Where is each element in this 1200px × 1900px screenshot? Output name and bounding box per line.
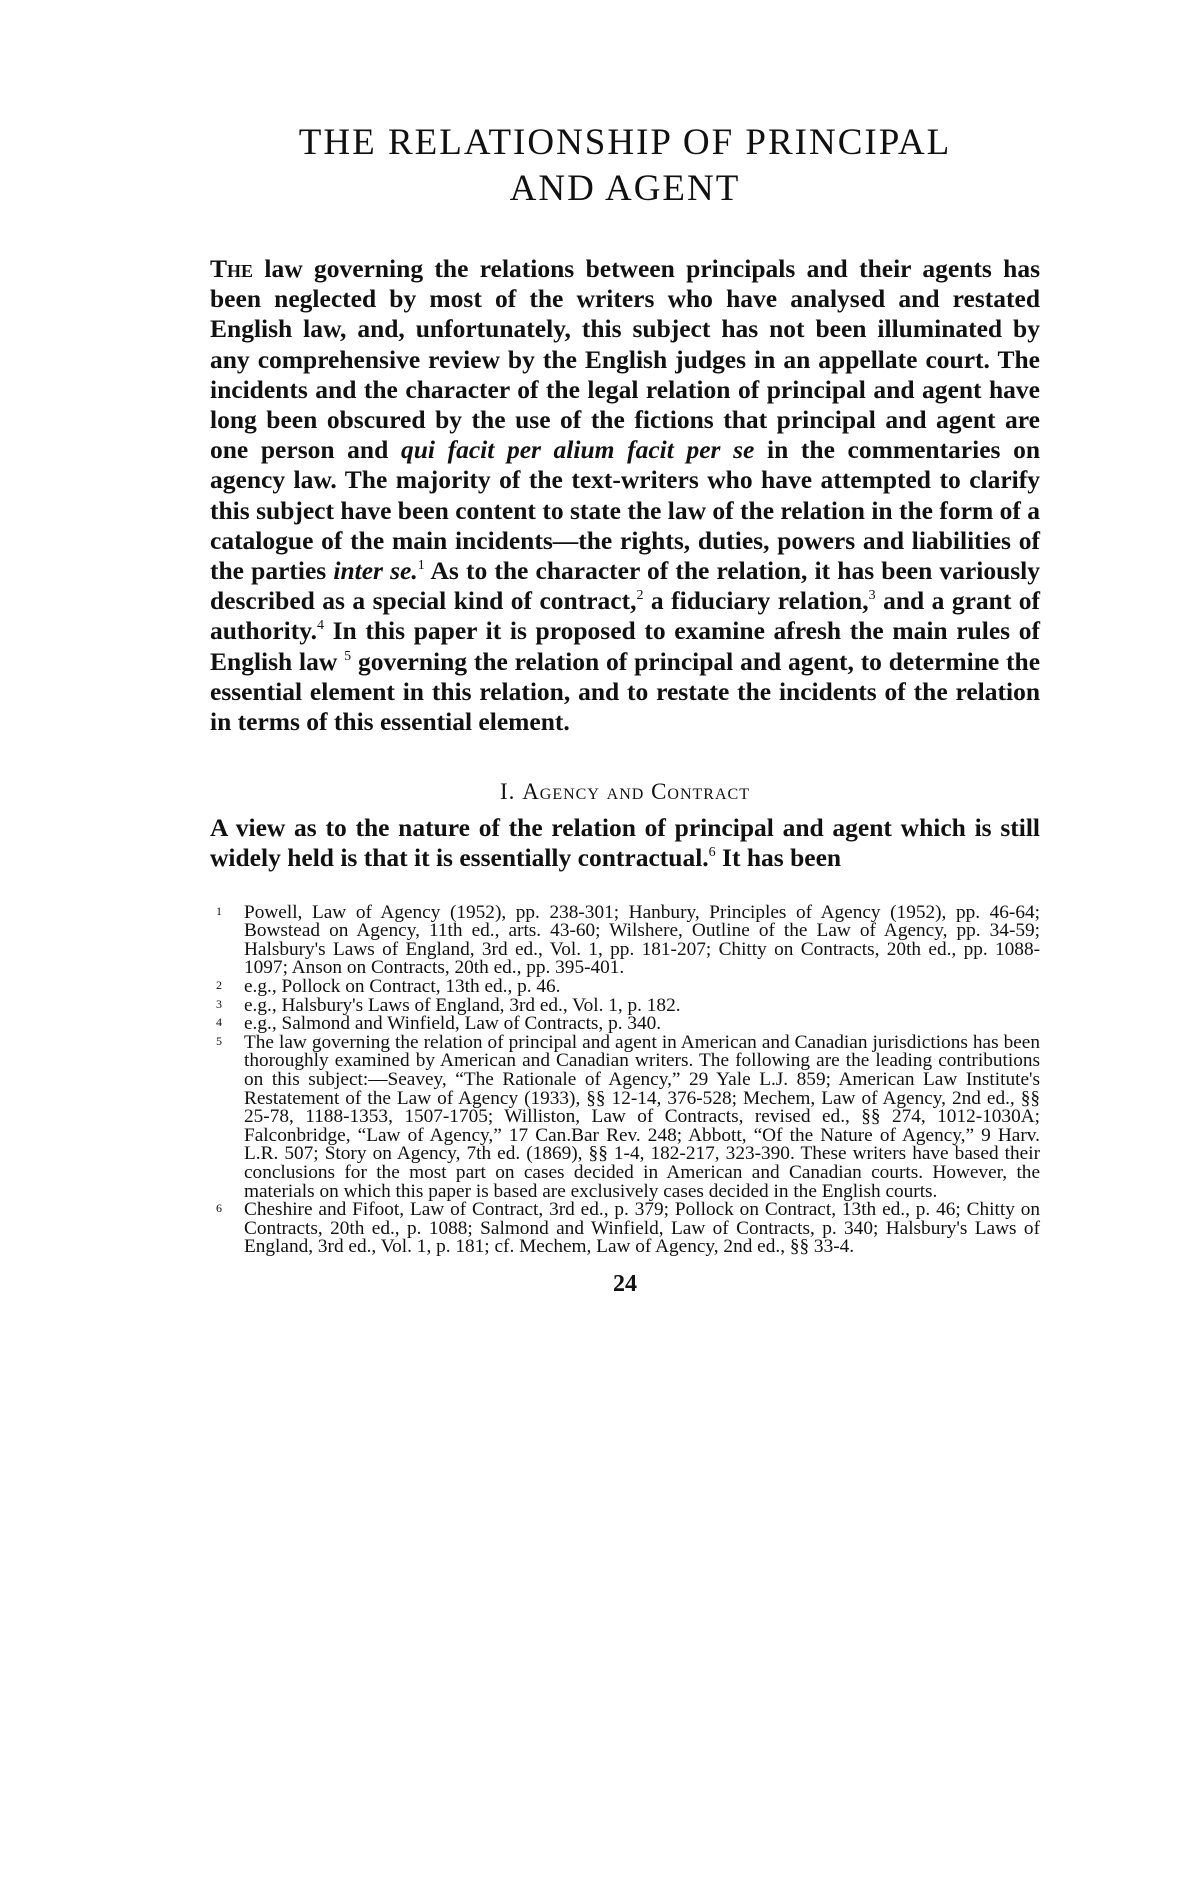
footnote-ref-4[interactable]: 4	[316, 618, 324, 634]
section-heading	[210, 779, 1040, 805]
page-number: 24	[613, 1270, 637, 1297]
footnote-number: 6	[216, 1201, 222, 1216]
footnote-text: Cheshire and Fifoot, Law of Contract, 3rd ed., p. 379; Pollock on Contract, 13th ed., p. 46; Chitty on Contracts, 20th ed., p. 1088; Salmond and Winfield, Law of Contracts, p. 340; Halsbury's Laws of England, 3rd ed., Vol. 1, p. 181; cf. Mechem, Law of Agency, 2nd ed., §§ 33-4.	[244, 1199, 1040, 1258]
intro-text-6: In this paper it is proposed to examine afresh the main rules of English law	[210, 616, 1040, 676]
intro-lead-word: The	[210, 254, 254, 283]
footnote-number: 4	[216, 1015, 222, 1030]
document-page	[210, 120, 1040, 1298]
intro-text-2: in the commentaries on agency law. The majority of the text-writers who have attempted to clarify this subject have been content to state the law of the relation in the form of a catalogue of the main incidents—the rights, duties, powers and liabilities of the parties	[210, 435, 1041, 586]
intro-text-5: and a grant of authority.	[210, 586, 1041, 646]
intro-latin-maxim: qui facit per alium facit per se	[400, 435, 755, 465]
footnote-text: e.g., Halsbury's Laws of England, 3rd ed., Vol. 1, p. 182.	[244, 994, 681, 1016]
footnote-number: 3	[216, 996, 222, 1011]
intro-paragraph	[210, 254, 1040, 737]
intro-text-4: a fiduciary relation,	[650, 586, 869, 616]
intro-text-7: governing the relation of principal and agent, to determine the essential element in this relation, and to restate the incidents of the relation in terms of this essential element.	[210, 646, 1041, 737]
title-line-1: THE RELATIONSHIP OF PRINCIPAL	[298, 122, 952, 163]
footnote-text: e.g., Salmond and Winfield, Law of Contracts, p. 340.	[244, 1013, 662, 1035]
footnote-ref-6[interactable]: 6	[708, 845, 716, 861]
article-title	[210, 120, 1040, 212]
footnote-ref-5[interactable]: 5	[344, 648, 352, 664]
footnotes	[210, 901, 1040, 1258]
footnote	[210, 1201, 1040, 1257]
title-line-2: AND AGENT	[509, 168, 741, 209]
footnote-ref-2[interactable]: 2	[636, 588, 644, 604]
section-paragraph	[210, 813, 1040, 873]
footnote-number: 5	[216, 1033, 222, 1048]
section-text-tail: It has been	[722, 843, 842, 873]
intro-text-1: law governing the relations between principals and their agents has been neglected by most of the writers who have analysed and restated English law, and, unfortunately, this subject has not been illuminated by any comprehensive review by the English judges in an appellate court. The incidents and the character of the legal relation of principal and agent have long been obscured by the use of the fictions that principal and agent are one person and	[210, 254, 1041, 465]
intro-text-3: As to the character of the relation, it has been variously described as a special kind of contract,	[210, 556, 1041, 616]
section-text: A view as to the nature of the relation of principal and agent which is still widely held is that it is essentially contractual.	[210, 813, 1040, 873]
section-number: I.	[500, 779, 516, 805]
footnote-text: e.g., Pollock on Contract, 13th ed., p. 46.	[244, 976, 561, 998]
footnote-number: 2	[216, 978, 222, 993]
footnote-text: The law governing the relation of principal and agent in American and Canadian jurisdictions has been thoroughly examined by American and Canadian writers. The following are the leading contributions on this subject:—Seavey, “The Rationale of Agency,” 29 Yale L.J. 859; American Law Institute's Restatement of the Law of Agency (1933), §§ 12-14, 376-528; Mechem, Law of Agency, 2nd ed., §§ 25-78, 1188-1353, 1507-1705; Williston, Law of Contracts, revised ed., §§ 274, 1012-1030A; Falconbridge, “Law of Agency,” 17 Can.Bar Rev. 248; Abbott, “Of the Nature of Agency,” 9 Harv. L.R. 507; Story on Agency, 7th ed. (1869), §§ 1-4, 182-217, 323-390. These writers have based their conclusions for the most part on cases decided in American and Canadian courts. However, the materials on which this paper is based are exclusively cases decided in the English courts.	[244, 1031, 1040, 1202]
section-title: Agency and Contract	[522, 779, 750, 805]
footnote-ref-3[interactable]: 3	[868, 588, 876, 604]
footnote	[210, 1031, 1040, 1202]
intro-inter-se: inter se.	[333, 556, 418, 586]
footnote-text: Powell, Law of Agency (1952), pp. 238-301; Hanbury, Principles of Agency (1952), pp. 46-64; Bowstead on Agency, 11th ed., arts. 43-60; Wilshere, Outline of the Law of Agency, pp. 34-59; Halsbury's Laws of England, 3rd ed., Vol. 1, pp. 181-207; Chitty on Contracts, 20th ed., pp. 1088-1097; Anson on Contracts, 20th ed., pp. 395-401.	[244, 901, 1040, 979]
footnote	[210, 901, 1040, 979]
footnote-ref-1[interactable]: 1	[417, 558, 425, 574]
footnote-number: 1	[216, 903, 222, 918]
